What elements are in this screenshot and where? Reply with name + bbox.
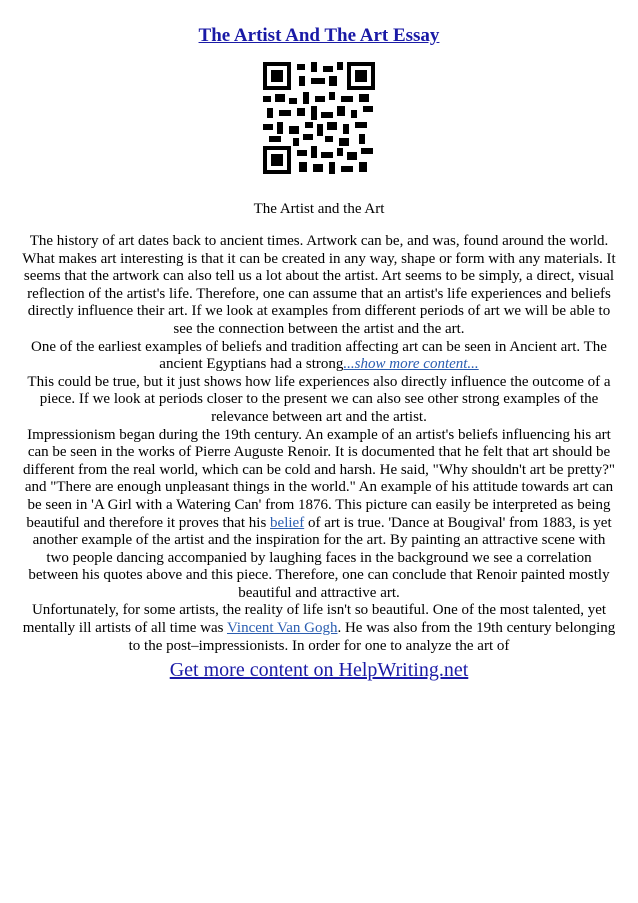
paragraph-van-gogh (20, 602, 618, 655)
paragraph-present: This could be true, but it just shows how life experiences also directly influence the outcome of a piece. If we look at periods closer to the present we can also see other strong examples of the relevance between art and the artist. (27, 373, 611, 425)
show-more-link[interactable]: ...show more content... (343, 356, 479, 373)
document-subtitle: The Artist and the Art (253, 201, 385, 217)
paragraph-van-gogh-text-a: Unfortunately, for some artists, the reality of life isn't so beautiful. One of the most talented, yet mentally ill artists of all time was (22, 602, 607, 637)
essay-body (20, 233, 618, 655)
vincent-van-gogh-link[interactable]: Vincent Van Gogh (226, 620, 338, 637)
page-title (0, 24, 638, 48)
footer (0, 657, 638, 683)
paragraph-impressionism (20, 427, 618, 603)
paragraph-egyptian-text: One of the earliest examples of beliefs and tradition affecting art can be seen in Ancient art. The ancient Egyptians had a strong (31, 338, 607, 373)
title-link[interactable]: The Artist And The Art Essay (198, 25, 440, 46)
paragraph-impressionism-text-a: Impressionism began during the 19th century. An example of an artist's beliefs influencing his art can be seen in the works of Pierre Auguste Renoir. It is documented that he felt that art should be different from the real world, which can be cold and harsh. He said, "Why shouldn't art be pretty?" and "There are enough unpleasant things in the world." An example of his attitude towards art can be seen in 'A Girl with a Watering Can' from 1876. This picture can easily be interpreted as being beautiful and therefore it proves that his (23, 426, 615, 531)
paragraph-impressionism-text-b: of art is true. 'Dance at Bougival' from 1883, is yet another example of the artist and the inspiration for the art. By painting an attractive scene with two people dancing accompanied by laughing faces in the background we see a correlation between his quotes above and this piece. Therefore, one can conclude that Renoir painted mostly beautiful and attractive art. (28, 514, 612, 601)
paragraph-van-gogh-text-b: . He was also from the 19th century belonging to the post–impressionists. In order for one to analyze the art of (128, 620, 616, 654)
paragraph-intro: The history of art dates back to ancient times. Artwork can be, and was, found around the world. What makes art interesting is that it can be created in any way, shape or form with any materials. It seems that the artwork can also tell us a lot about the artist. Art seems to be simply, a direct, visual reflection of the artist's life. Therefore, one can assume that an artist's life experiences and beliefs directly influence their art. If we look at examples from different periods of art we will be able to see the connection between the artist and the art. (22, 233, 616, 337)
qr-code-image (263, 62, 375, 174)
get-more-content-link[interactable]: Get more content on HelpWriting.net (169, 659, 469, 681)
paragraph-egyptian-art (20, 339, 618, 374)
belief-link[interactable]: belief (270, 514, 305, 531)
